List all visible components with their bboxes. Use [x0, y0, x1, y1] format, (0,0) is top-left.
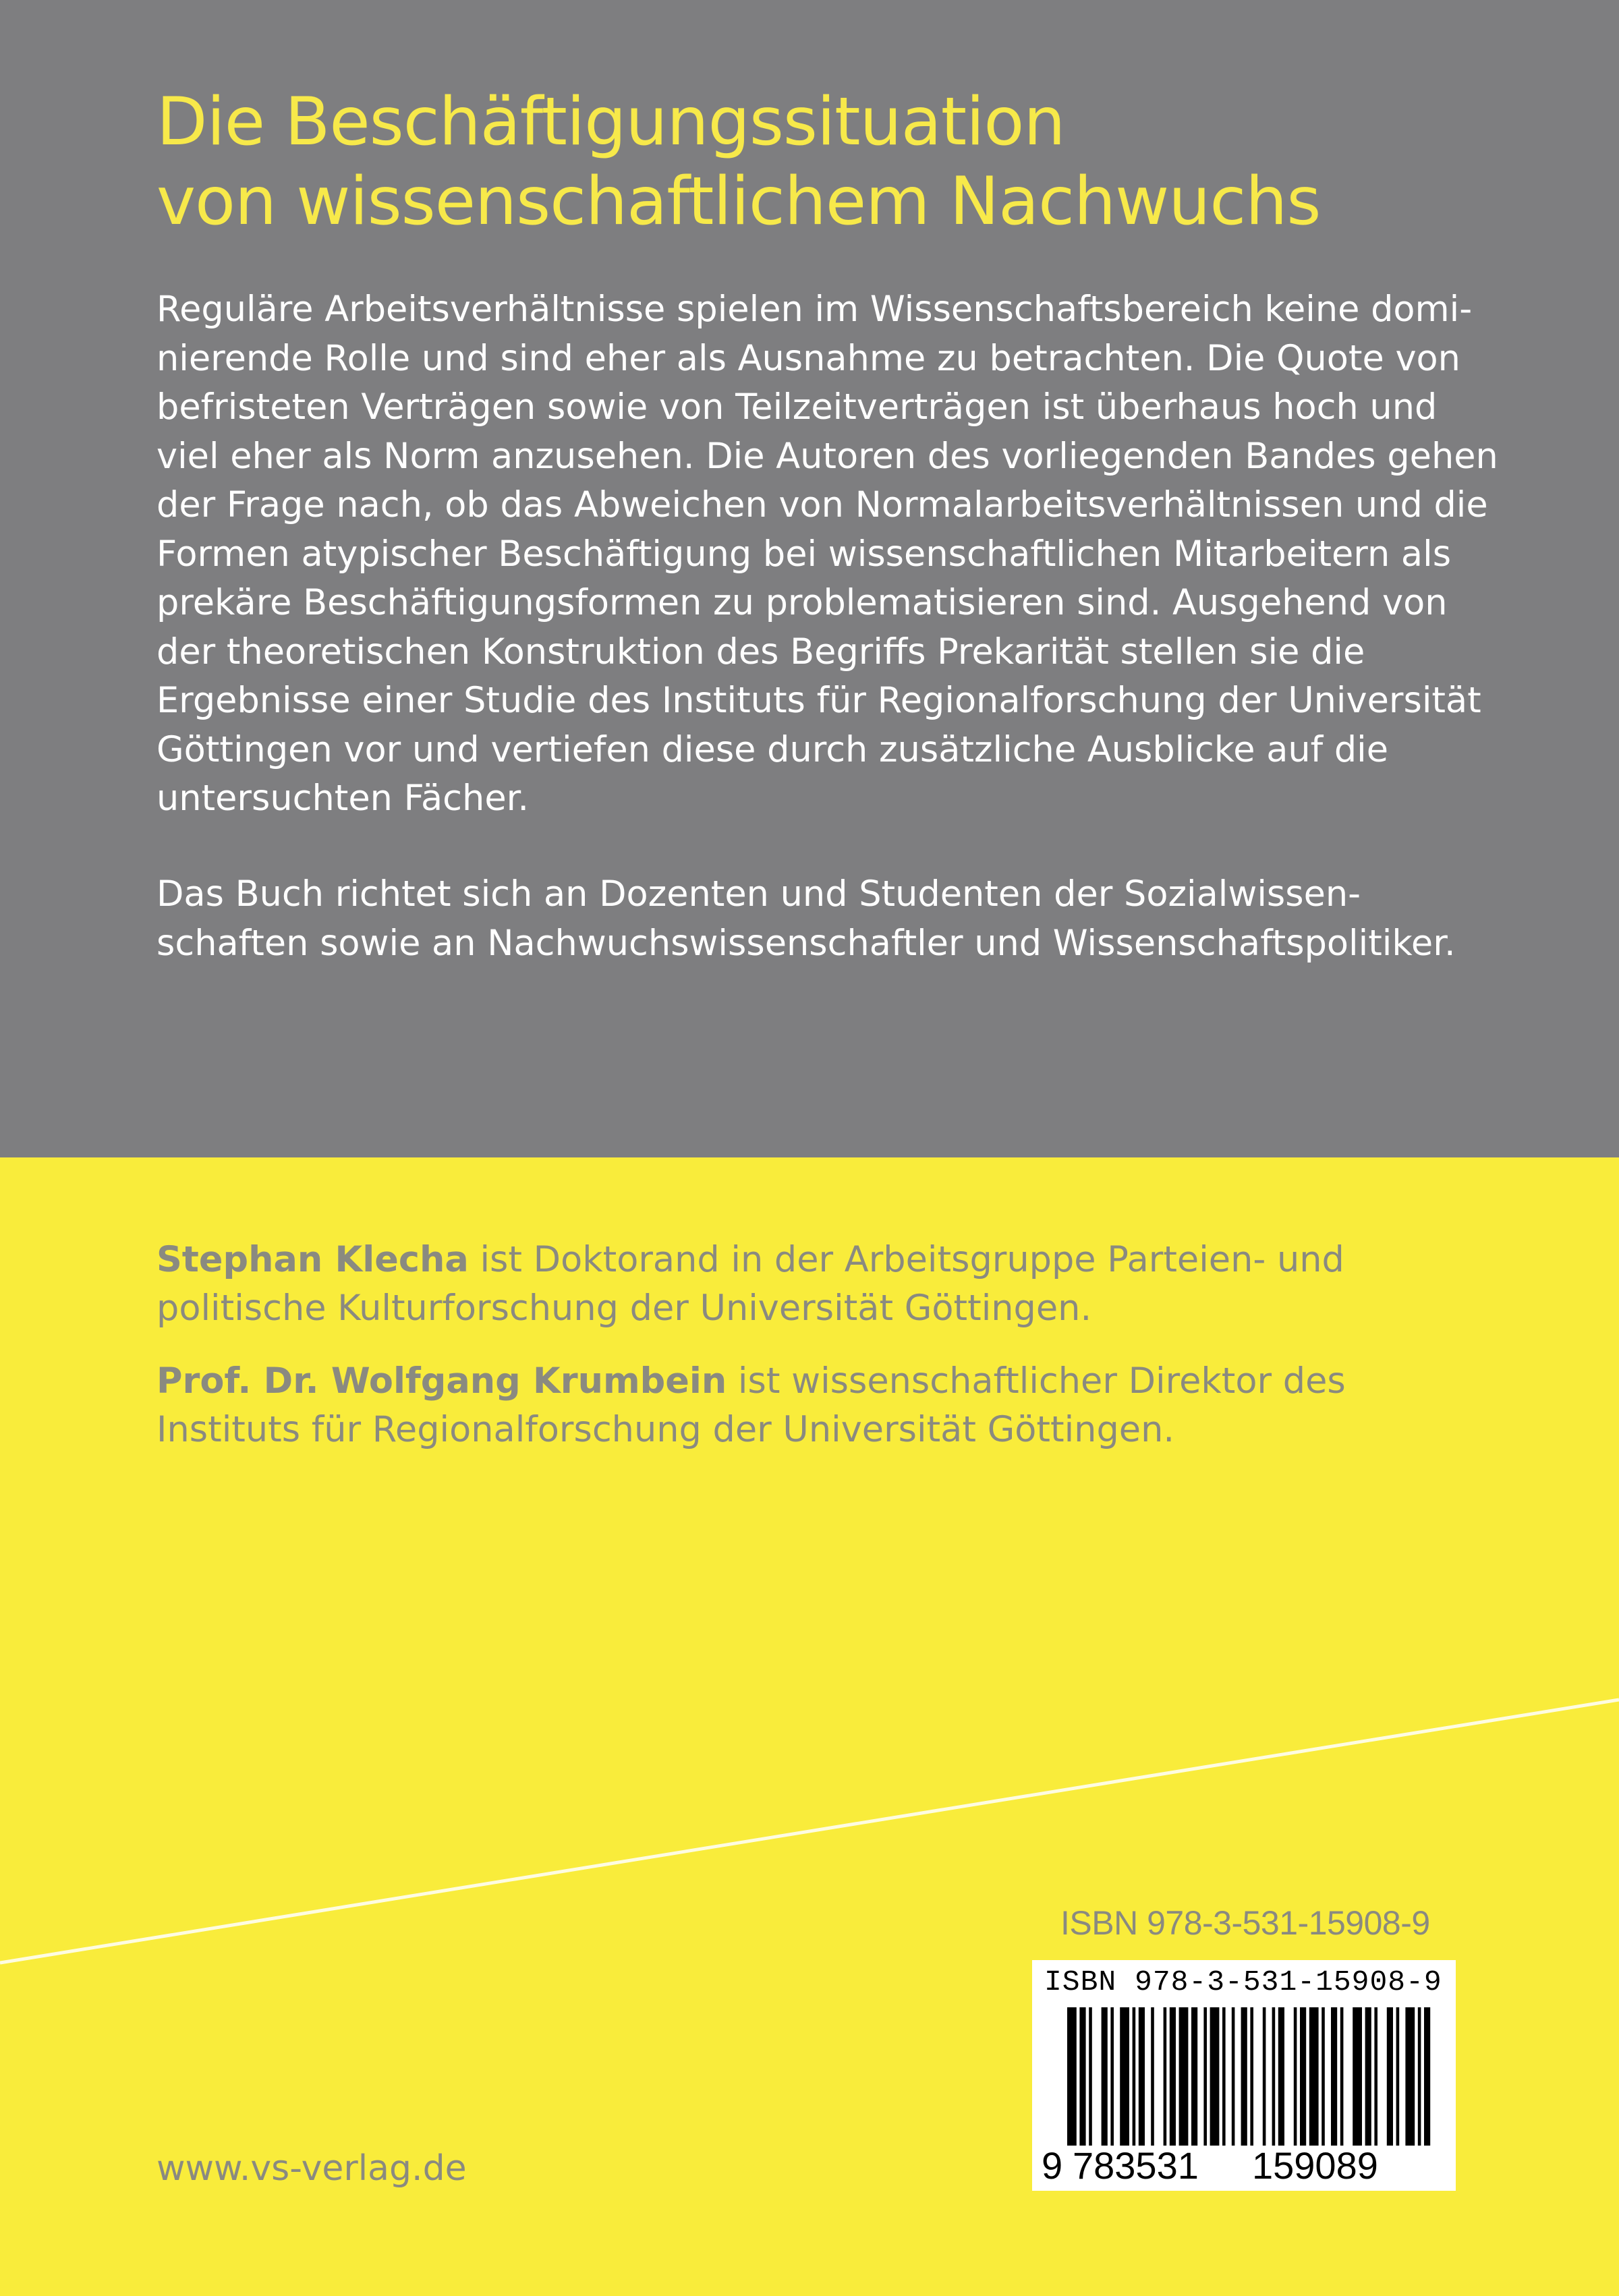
text-line: der theoretischen Konstruktion des Begriffs Prekarität stellen sie die: [157, 631, 1365, 672]
title-line: Die Beschäftigungssituation: [157, 84, 1065, 161]
publisher-website: www.vs-verlag.de: [157, 2148, 467, 2189]
author-name: Prof. Dr. Wolfgang Krumbein: [157, 1360, 727, 1402]
barcode-isbn-text: ISBN 978-3-531-15908-9: [1044, 1965, 1442, 1999]
text-line: Reguläre Arbeitsverhältnisse spielen im Wissenschaftsbereich keine domi-: [157, 289, 1473, 330]
text-line: viel eher als Norm anzusehen. Die Autoren des vorliegenden Bandes gehen: [157, 435, 1498, 477]
barcode: [1032, 1960, 1456, 2191]
author-name: Stephan Klecha: [157, 1239, 469, 1280]
author-bio-text: ist Doktorand in der Arbeitsgruppe Parteien- und: [468, 1239, 1344, 1280]
barcode-digits: [1032, 2142, 1456, 2189]
author-bio: [157, 1357, 1506, 1454]
text-line: schaften sowie an Nachwuchswissenschaftler und Wissenschaftspolitiker.: [157, 922, 1456, 964]
text-line: Formen atypischer Beschäftigung bei wissenschaftlichen Mitarbeitern als: [157, 533, 1452, 575]
author-bio-text: ist wissenschaftlicher Direktor des: [727, 1360, 1346, 1402]
description-paragraph: [157, 285, 1506, 824]
text-line: Ergebnisse einer Studie des Instituts für Regionalforschung der Universität: [157, 680, 1481, 721]
text-line: untersuchten Fächer.: [157, 778, 530, 819]
author-bio: [157, 1236, 1506, 1333]
text-line: befristeten Verträgen sowie von Teilzeitverträgen ist überhaus hoch und: [157, 386, 1438, 428]
author-bio-text: Instituts für Regionalforschung der Universität Göttingen.: [157, 1409, 1175, 1450]
title-line: von wissenschaftlichem Nachwuchs: [157, 163, 1321, 240]
barcode-digit-group: 9: [1042, 2144, 1063, 2187]
text-line: nierende Rolle und sind eher als Ausnahme zu betrachten. Die Quote von: [157, 337, 1460, 379]
text-line: Göttingen vor und vertiefen diese durch zusätzliche Ausblicke auf die: [157, 728, 1389, 770]
author-bio-text: politische Kulturforschung der Universität Göttingen.: [157, 1288, 1092, 1329]
text-line: Das Buch richtet sich an Dozenten und Studenten der Sozialwissen-: [157, 873, 1361, 915]
text-line: der Frage nach, ob das Abweichen von Normalarbeitsverhältnissen und die: [157, 484, 1488, 525]
barcode-digit-group: 159089: [1252, 2144, 1378, 2187]
barcode-digit-group: 783531: [1073, 2144, 1199, 2187]
text-line: prekäre Beschäftigungsformen zu problematisieren sind. Ausgehend von: [157, 582, 1448, 623]
audience-paragraph: [157, 870, 1506, 968]
book-title: [157, 82, 1506, 241]
isbn-label: ISBN 978-3-531-15908-9: [1060, 1904, 1430, 1942]
